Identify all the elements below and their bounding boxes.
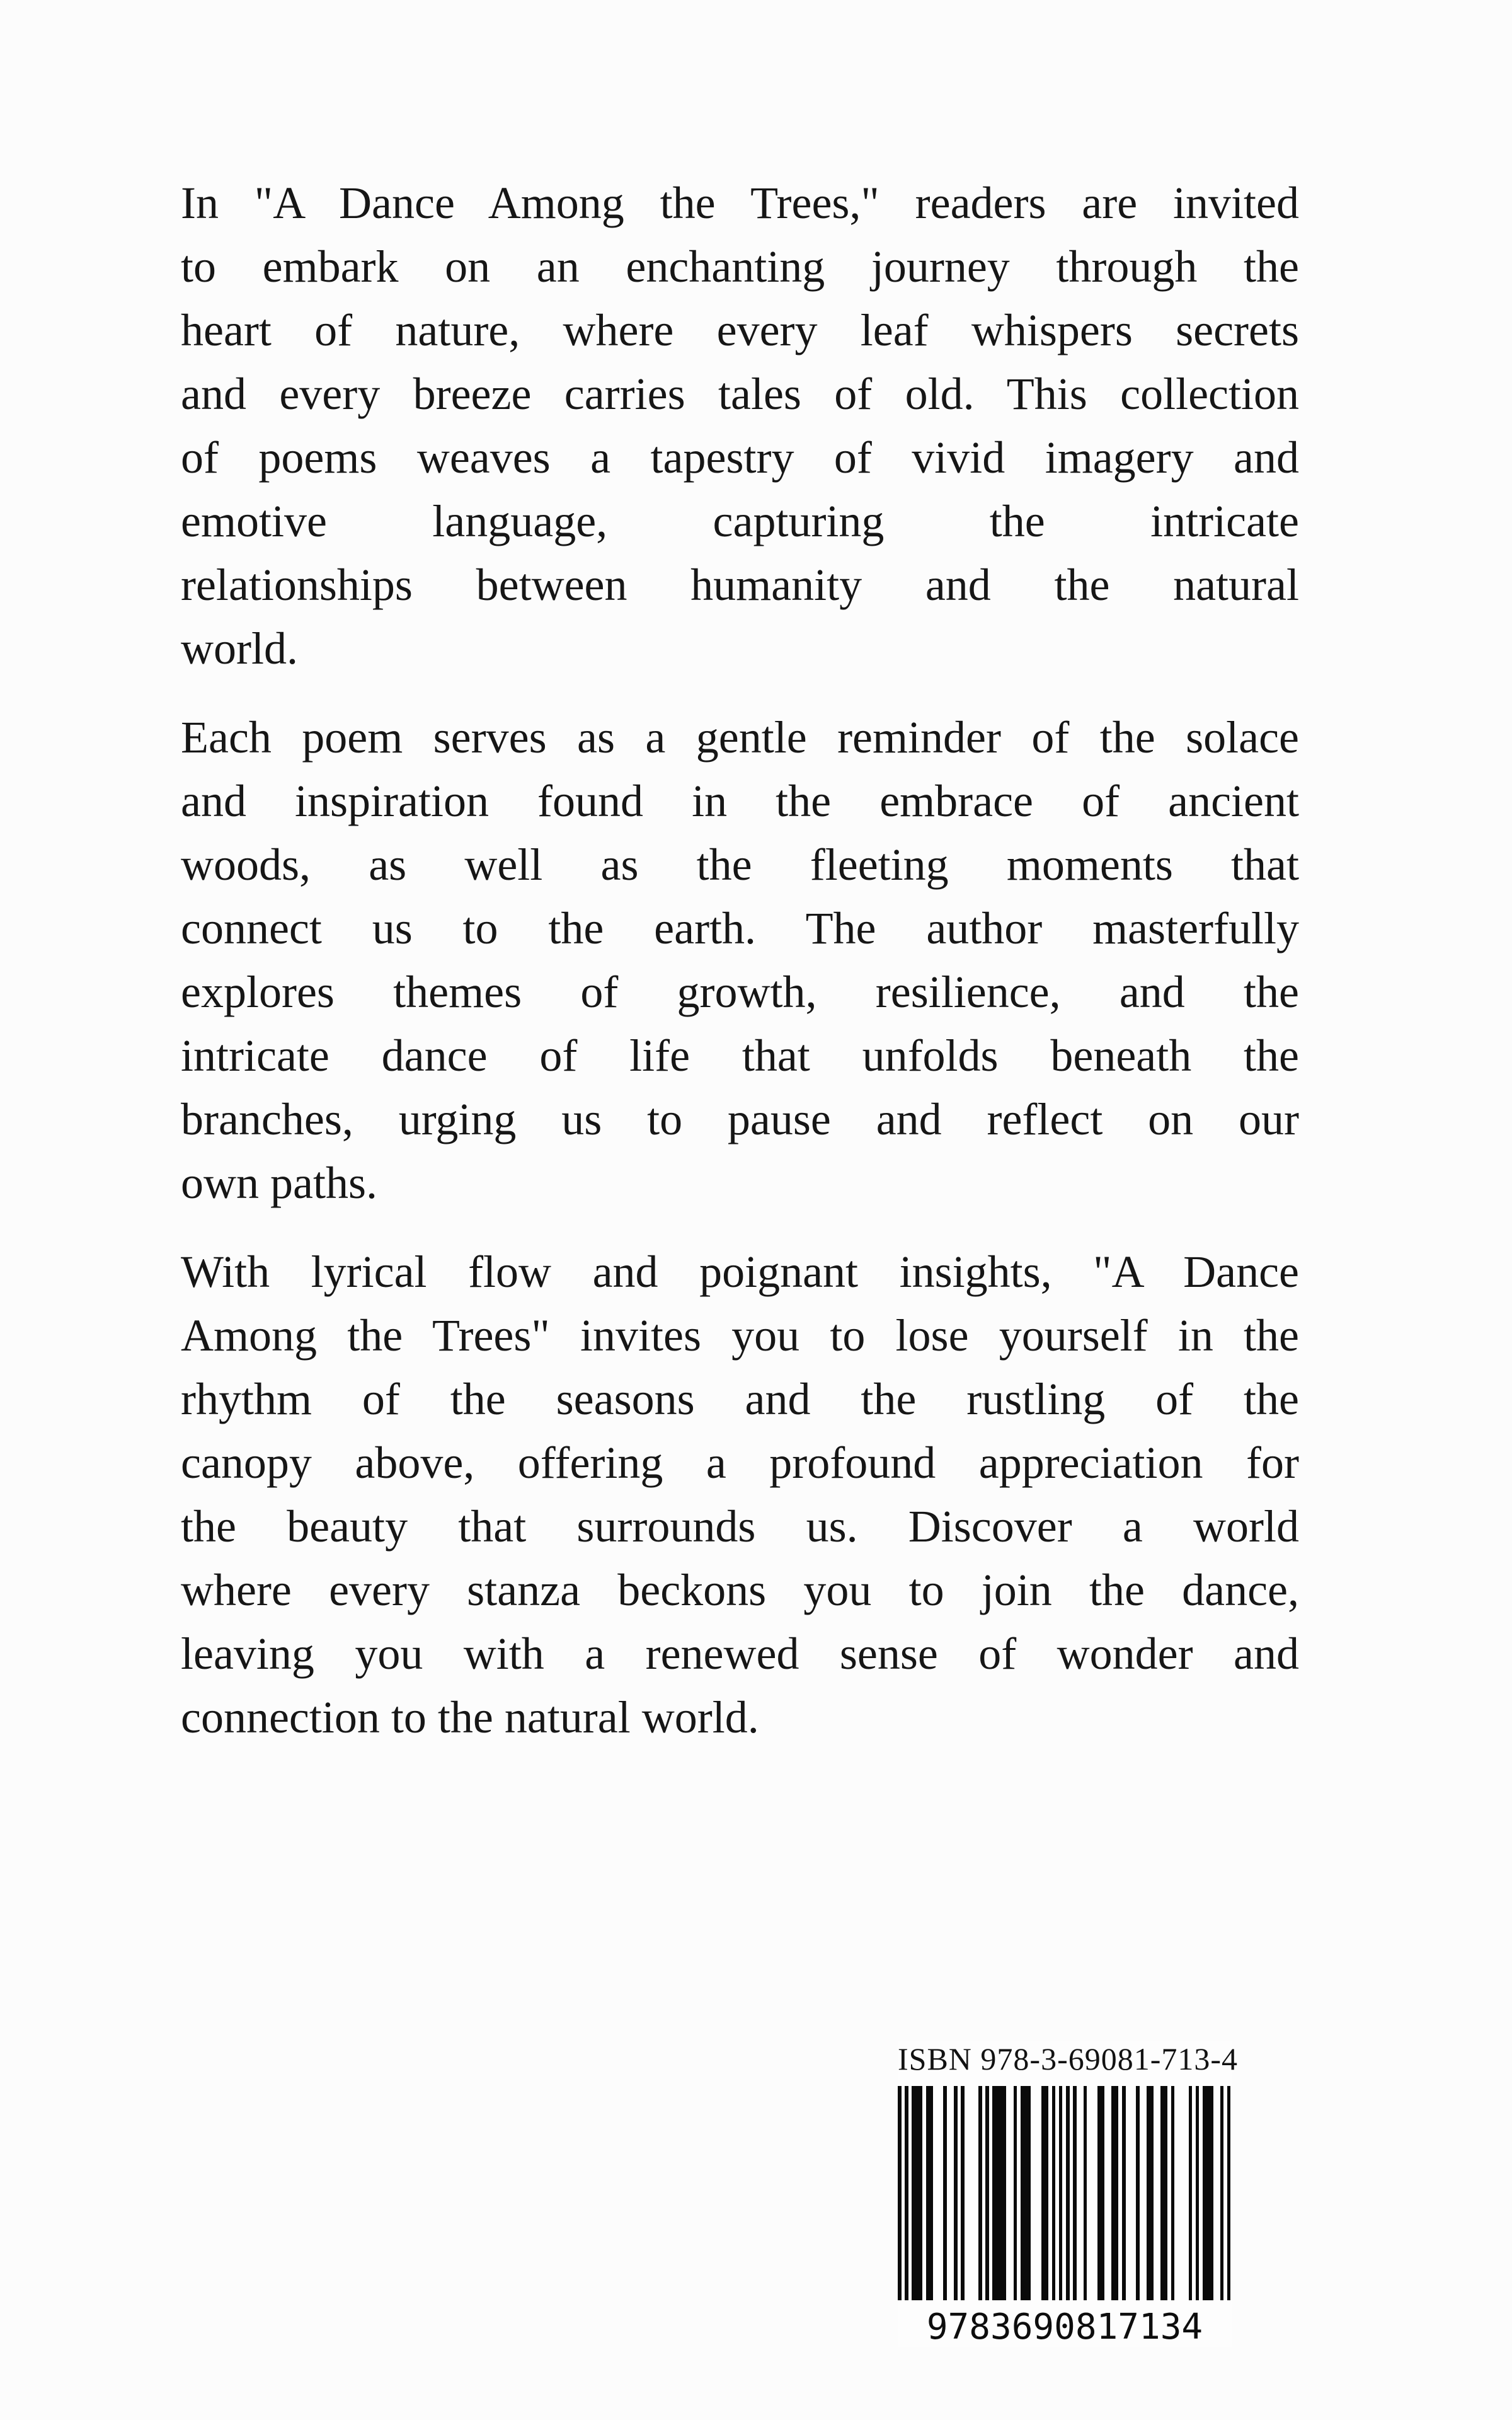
paragraph: [181, 706, 1299, 1215]
text-line: to embark on an enchanting journey through the: [181, 241, 1299, 292]
text-line: and every breeze carries tales of old. This collection: [181, 369, 1299, 419]
text-line: branches, urging us to pause and reflect on our: [181, 1094, 1299, 1144]
text-line: emotive language, capturing the intricate: [181, 496, 1299, 546]
text-line: relationships between humanity and the natural: [181, 560, 1299, 610]
paragraph: [181, 1240, 1299, 1749]
back-cover-text: [181, 171, 1299, 1775]
text-line: of poems weaves a tapestry of vivid imagery and: [181, 432, 1299, 483]
text-line: world.: [181, 623, 298, 674]
barcode-bar: [1227, 2086, 1231, 2300]
text-line: and inspiration found in the embrace of ancient: [181, 776, 1299, 826]
text-line: own paths.: [181, 1158, 377, 1208]
text-line: woods, as well as the fleeting moments that: [181, 839, 1299, 890]
barcode-digits: 9783690817134: [926, 2307, 1203, 2348]
text-line: explores themes of growth, resilience, and the: [181, 967, 1299, 1017]
text-line: With lyrical flow and poignant insights, "A Dance: [181, 1247, 1299, 1297]
text-line: Each poem serves as a gentle reminder of the solace: [181, 712, 1299, 763]
text-line: Among the Trees" invites you to lose yourself in the: [181, 1310, 1299, 1361]
text-line: leaving you with a renewed sense of wonder and: [181, 1628, 1299, 1679]
text-line: the beauty that surrounds us. Discover a world: [181, 1501, 1299, 1552]
isbn-label: ISBN 978-3-69081-713-4: [898, 2041, 1239, 2077]
barcode-bars: [898, 2086, 1230, 2300]
text-line: intricate dance of life that unfolds beneath the: [181, 1030, 1299, 1081]
text-line: connection to the natural world.: [181, 1692, 759, 1743]
isbn-block: [898, 2041, 1239, 2348]
text-line: rhythm of the seasons and the rustling of the: [181, 1374, 1299, 1424]
text-line: connect us to the earth. The author masterfully: [181, 903, 1299, 954]
paragraph: [181, 171, 1299, 681]
text-line: In "A Dance Among the Trees," readers are invited: [181, 178, 1299, 228]
text-line: where every stanza beckons you to join the dance,: [181, 1565, 1299, 1615]
text-line: heart of nature, where every leaf whispers secrets: [181, 305, 1299, 355]
text-line: canopy above, offering a profound appreciation for: [181, 1438, 1299, 1488]
